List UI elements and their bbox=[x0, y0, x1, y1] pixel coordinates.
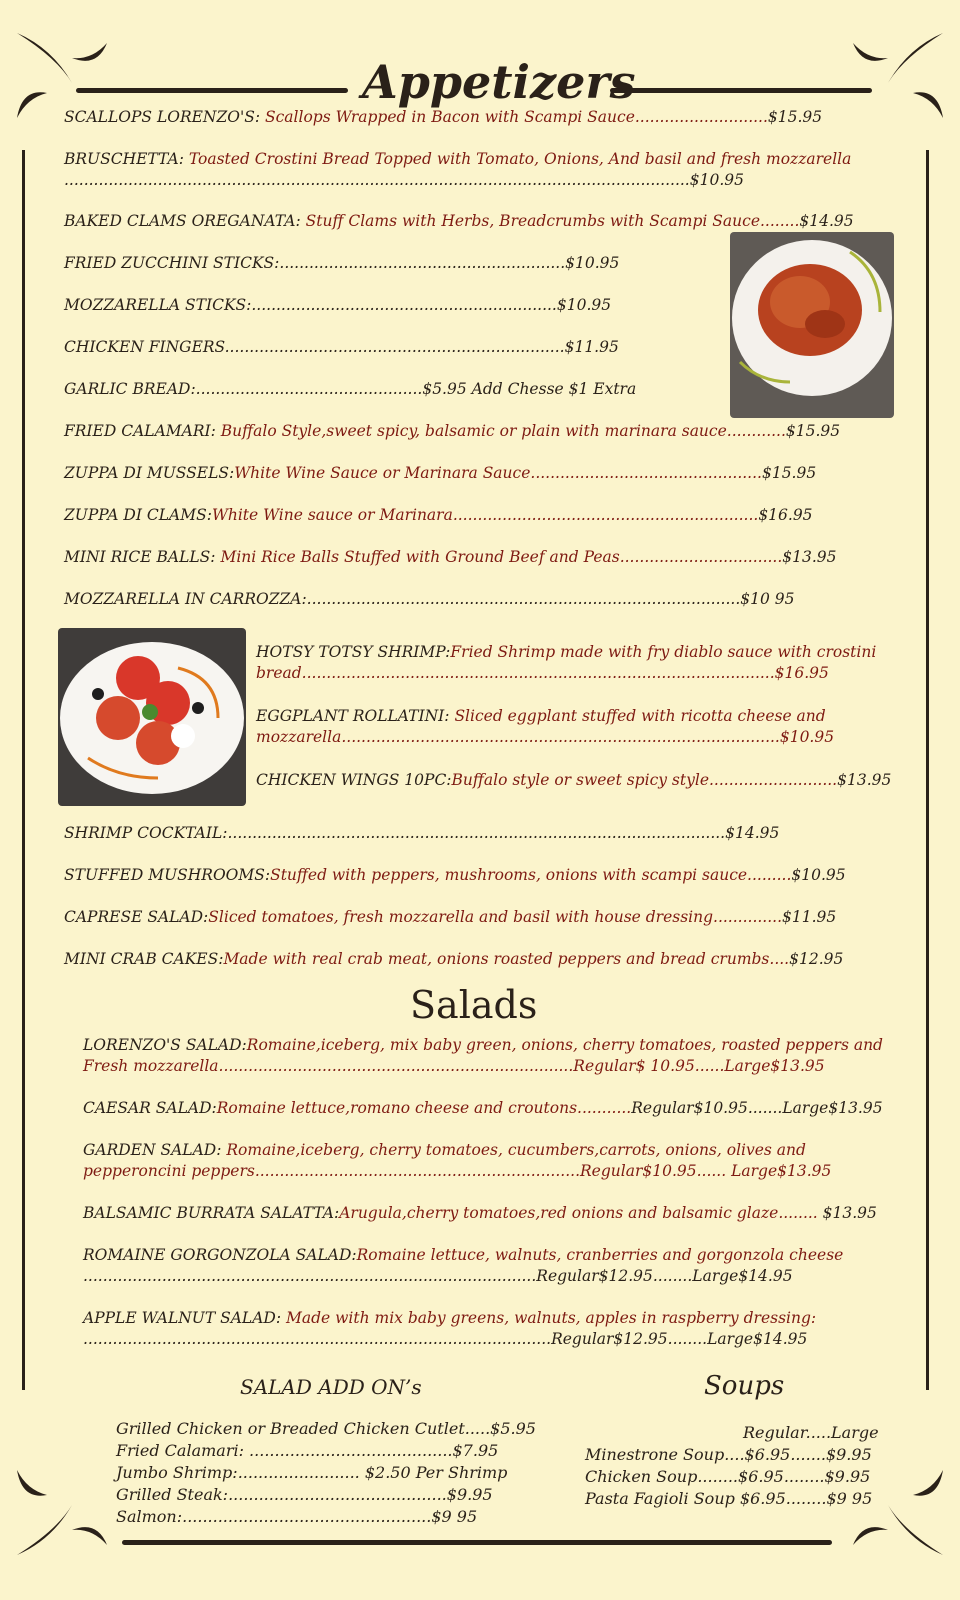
salad-item-continuation bbox=[83, 1266, 793, 1287]
salad-item bbox=[83, 1098, 883, 1119]
item-price: $14.95 bbox=[799, 212, 854, 230]
item-dots: .......................................................... bbox=[279, 254, 566, 272]
item-dots: ................................. bbox=[619, 548, 783, 566]
item-description: Made with mix baby greens, walnuts, apples in raspberry dressing: bbox=[281, 1309, 817, 1327]
item-description: Stuff Clams with Herbs, Breadcrumbs with Scampi Sauce bbox=[300, 212, 760, 230]
item-name: EGGPLANT ROLLATINI: bbox=[256, 707, 450, 725]
item-name: FRIED ZUCCHINI STICKS: bbox=[64, 254, 280, 272]
item-description: Romaine,iceberg, cherry tomatoes, cucumbers,carrots, onions, olives and bbox=[221, 1141, 806, 1159]
salad-item bbox=[83, 1035, 883, 1056]
item-name: MOZZARELLA STICKS: bbox=[64, 296, 252, 314]
menu-item-continuation bbox=[64, 170, 744, 191]
salad-item bbox=[83, 1308, 816, 1329]
item-name: LORENZO'S SALAD: bbox=[83, 1036, 247, 1054]
item-name: ZUPPA DI MUSSELS: bbox=[64, 464, 235, 482]
salad-addons-heading: SALAD ADD ON’s bbox=[240, 1375, 422, 1399]
item-price: $10.95 bbox=[565, 254, 620, 272]
item-dots: .............................................. bbox=[195, 380, 423, 398]
item-price: $10.95 bbox=[791, 866, 846, 884]
item-price: Fresh mozzarella........................................................................Regular$ 10.95......Large$13.95 bbox=[83, 1057, 825, 1075]
item-price: pepperoncini peppers..................................................................Regular$10.95...... Large$13.95 bbox=[83, 1162, 832, 1180]
menu-item bbox=[64, 907, 836, 928]
item-description: Toasted Crostini Bread Topped with Tomato, Onions, And basil and fresh mozzarella bbox=[183, 150, 852, 168]
item-dots: ........... bbox=[577, 1099, 632, 1117]
bottom-border-line bbox=[122, 1540, 832, 1545]
item-description: Made with real crab meat, onions roasted peppers and bread crumbs bbox=[223, 950, 770, 968]
item-dots: ......... bbox=[747, 866, 792, 884]
heading-rule-right bbox=[610, 88, 872, 93]
salad-item-continuation bbox=[83, 1056, 825, 1077]
menu-item bbox=[64, 823, 779, 844]
heading-rule-left bbox=[76, 88, 348, 93]
item-price: $11.95 bbox=[782, 908, 837, 926]
item-price: ...............................................................................................Regular$12.95........Large$14.95 bbox=[83, 1330, 808, 1348]
item-price: $13.95 bbox=[822, 1204, 877, 1222]
item-name: SHRIMP COCKTAIL: bbox=[64, 824, 228, 842]
item-name: ROMAINE GORGONZOLA SALAD: bbox=[83, 1246, 357, 1264]
item-description: Arugula,cherry tomatoes,red onions and balsamic glaze bbox=[339, 1204, 779, 1222]
addon-item: Grilled Chicken or Breaded Chicken Cutlet.....$5.95 bbox=[116, 1419, 536, 1438]
item-price: $14.95 bbox=[725, 824, 780, 842]
soup-size-header: Regular.....Large bbox=[743, 1423, 879, 1442]
item-price: $15.95 bbox=[785, 422, 841, 440]
item-price: $13.95 bbox=[837, 771, 892, 789]
item-price: $10.95 bbox=[556, 296, 612, 314]
item-description: Stuffed with peppers, mushrooms, onions with scampi sauce bbox=[270, 866, 748, 884]
item-dots: .......................... bbox=[709, 771, 838, 789]
menu-item bbox=[64, 295, 611, 316]
item-dots: ........................... bbox=[634, 108, 768, 126]
item-name: GARLIC BREAD: bbox=[64, 380, 196, 398]
menu-item bbox=[64, 589, 795, 610]
appetizers-heading: Appetizers bbox=[362, 55, 636, 109]
item-dots: .... bbox=[769, 950, 790, 968]
item-dots: ........................................................................................ bbox=[306, 590, 741, 608]
menu-item-continuation bbox=[256, 727, 834, 748]
addon-item: Salmon:.................................................$9 95 bbox=[116, 1507, 478, 1526]
item-price: $11.95 bbox=[564, 338, 619, 356]
item-description: White Wine Sauce or Marinara Sauce bbox=[234, 464, 531, 482]
soup-item: Pasta Fagioli Soup $6.95........$9 95 bbox=[585, 1489, 873, 1508]
menu-item bbox=[64, 865, 846, 886]
item-description: Buffalo style or sweet spicy style bbox=[451, 771, 709, 789]
item-name: ZUPPA DI CLAMS: bbox=[64, 506, 212, 524]
item-name: BAKED CLAMS OREGANATA: bbox=[64, 212, 301, 230]
corner-flourish-top-right-icon bbox=[848, 28, 948, 128]
item-dots: ........ bbox=[778, 1204, 823, 1222]
item-name: CHICKEN FINGERS bbox=[64, 338, 225, 356]
menu-item bbox=[64, 949, 843, 970]
item-price: bread................................................................................................$16.95 bbox=[256, 664, 829, 682]
item-dots: ........ bbox=[760, 212, 800, 230]
item-name: SCALLOPS LORENZO'S: bbox=[64, 108, 261, 126]
menu-item bbox=[256, 706, 826, 727]
item-price: $12.95 bbox=[789, 950, 844, 968]
item-description: Scallops Wrapped in Bacon with Scampi Sauce bbox=[260, 108, 635, 126]
item-dots: .............................................................. bbox=[251, 296, 557, 314]
item-name: GARDEN SALAD: bbox=[83, 1141, 222, 1159]
item-price: ...............................................................................................................................$10.95 bbox=[64, 171, 744, 189]
right-border-line bbox=[926, 150, 929, 1390]
item-description: Sliced eggplant stuffed with ricotta cheese and bbox=[449, 707, 826, 725]
item-dots: .............. bbox=[713, 908, 783, 926]
menu-item bbox=[64, 149, 851, 170]
item-dots: ..................................................................................................... bbox=[227, 824, 726, 842]
menu-item bbox=[64, 463, 816, 484]
item-price: $5.95 Add Chesse $1 Extra bbox=[422, 380, 637, 398]
soup-item: Minestrone Soup....$6.95.......$9.95 bbox=[585, 1445, 872, 1464]
item-price: Regular$10.95.......Large$13.95 bbox=[631, 1099, 883, 1117]
item-name: MINI RICE BALLS: bbox=[64, 548, 216, 566]
menu-item bbox=[64, 547, 837, 568]
menu-item bbox=[64, 211, 854, 232]
item-dots: ............................................... bbox=[530, 464, 762, 482]
item-price: $13.95 bbox=[782, 548, 837, 566]
item-name: CAESAR SALAD: bbox=[83, 1099, 217, 1117]
salad-item-continuation bbox=[83, 1161, 831, 1182]
addon-item: Grilled Steak:...........................................$9.95 bbox=[116, 1485, 493, 1504]
menu-item bbox=[64, 107, 822, 128]
item-price: $15.95 bbox=[761, 464, 817, 482]
item-dots: ............ bbox=[726, 422, 786, 440]
soup-item: Chicken Soup........$6.95........$9.95 bbox=[585, 1467, 871, 1486]
menu-item bbox=[256, 642, 876, 663]
item-name: STUFFED MUSHROOMS: bbox=[64, 866, 271, 884]
salads-heading: Salads bbox=[410, 983, 538, 1027]
addon-item: Fried Calamari: ........................................$7.95 bbox=[116, 1441, 499, 1460]
item-name: CHICKEN WINGS 10PC: bbox=[256, 771, 452, 789]
item-price: mozzarella.........................................................................................$10.95 bbox=[256, 728, 835, 746]
item-name: HOTSY TOTSY SHRIMP: bbox=[256, 643, 451, 661]
item-name: MOZZARELLA IN CARROZZA: bbox=[64, 590, 307, 608]
item-name: MINI CRAB CAKES: bbox=[64, 950, 224, 968]
item-description: Mini Rice Balls Stuffed with Ground Beef and Peas bbox=[215, 548, 620, 566]
item-name: CAPRESE SALAD: bbox=[64, 908, 209, 926]
item-name: APPLE WALNUT SALAD: bbox=[83, 1309, 282, 1327]
item-dots: .............................................................. bbox=[452, 506, 759, 524]
menu-item bbox=[64, 505, 813, 526]
item-name: BALSAMIC BURRATA SALATTA: bbox=[83, 1204, 340, 1222]
menu-item bbox=[64, 379, 636, 400]
left-border-line bbox=[22, 150, 25, 1390]
salad-item bbox=[83, 1140, 806, 1161]
item-description: Romaine lettuce, walnuts, cranberries and gorgonzola cheese bbox=[356, 1246, 844, 1264]
salad-item bbox=[83, 1245, 843, 1266]
caprese-plate-photo bbox=[58, 628, 246, 806]
menu-item bbox=[64, 421, 840, 442]
soups-heading: Soups bbox=[704, 1371, 785, 1401]
salad-item-continuation bbox=[83, 1329, 807, 1350]
item-description: Romaine,iceberg, mix baby green, onions, cherry tomatoes, roasted peppers and bbox=[246, 1036, 883, 1054]
addon-item: Jumbo Shrimp:........................ $2.50 Per Shrimp bbox=[116, 1463, 508, 1482]
item-description: Sliced tomatoes, fresh mozzarella and basil with house dressing bbox=[208, 908, 714, 926]
item-description: White Wine sauce or Marinara bbox=[211, 506, 453, 524]
salad-item bbox=[83, 1203, 877, 1224]
item-price: $16.95 bbox=[758, 506, 813, 524]
menu-item-continuation bbox=[256, 663, 829, 684]
corner-flourish-bottom-left-icon bbox=[12, 1460, 112, 1560]
item-name: FRIED CALAMARI: bbox=[64, 422, 216, 440]
item-price: ............................................................................................Regular$12.95........Large$14.95 bbox=[83, 1267, 793, 1285]
item-name: BRUSCHETTA: bbox=[64, 150, 184, 168]
menu-item bbox=[64, 253, 619, 274]
item-description: Romaine lettuce,romano cheese and croutons bbox=[216, 1099, 578, 1117]
item-price: $15.95 bbox=[767, 108, 823, 126]
item-description: Buffalo Style,sweet spicy, balsamic or plain with marinara sauce bbox=[215, 422, 727, 440]
item-price: $10 95 bbox=[740, 590, 795, 608]
item-description: Fried Shrimp made with fry diablo sauce with crostini bbox=[450, 643, 877, 661]
pasta-dish-photo bbox=[730, 232, 894, 418]
menu-item bbox=[64, 337, 619, 358]
item-dots: ..................................................................... bbox=[224, 338, 565, 356]
menu-item bbox=[256, 770, 891, 791]
